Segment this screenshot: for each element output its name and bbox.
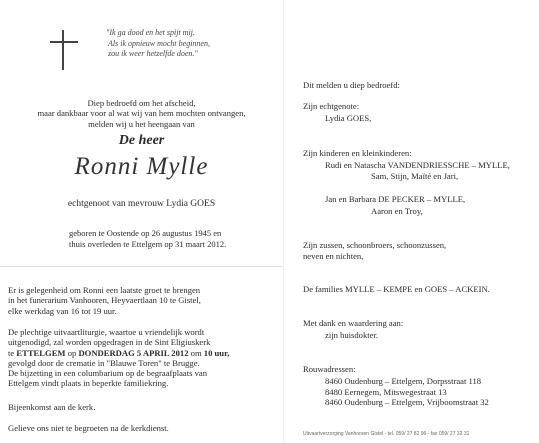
- wife-heading: Zijn echtgenote:: [303, 101, 360, 111]
- quote-line: Als ik opnieuw mocht beginnen,: [108, 38, 210, 48]
- ceremony-line: uitgenodigd, zal worden opgedragen in de Sint Eligiuskerk: [8, 337, 211, 348]
- family-line: Rudi en Natascha VANDENDRIESSCHE – MYLLE,: [325, 160, 510, 170]
- death-line: thuis overleden te Ettelgem op 31 maart 2012.: [69, 238, 227, 249]
- visitation-line: in het funerarium Vanhooren, Heyvaertlaan 10 te Gistel,: [8, 295, 201, 306]
- ceremony-line: gevolgd door de crematie in "Blauwe Toren" te Brugge.: [8, 357, 200, 368]
- quote-line: zou ik weer hetzelfde doen.": [108, 49, 198, 58]
- quote: [106, 28, 210, 60]
- ceremony-place: ETTELGEM: [16, 347, 66, 358]
- visitation-line: Er is gelegenheid om Ronni een laatste groet te brengen: [8, 285, 201, 295]
- announce-line: Dit melden u diep bedroefd:: [303, 80, 400, 90]
- deceased-name: Ronni Mylle: [74, 153, 209, 180]
- no-condolences-text: Gelieve ons niet te begroeten na de kerkdienst.: [8, 423, 169, 433]
- quote-line: "Ik ga dood en het spijt mij.: [106, 28, 195, 37]
- siblings-line: Zijn zussen, schoonbroers, schoonzussen,: [303, 240, 447, 250]
- doctor-line: zijn huisdokter.: [325, 330, 378, 340]
- ceremony-date-line: te ETTELGEM op DONDERDAG 5 APRIL 2012 om 10 uur,: [8, 347, 230, 358]
- addresses-heading: Rouwadressen:: [303, 364, 356, 374]
- wife-name: Lydia GOES,: [325, 113, 372, 123]
- birth-line: geboren te Oostende op 26 augustus 1945 en: [69, 228, 222, 238]
- address-line: 8460 Oudenburg – Ettelgem, Vrijboomstraat 32: [325, 397, 489, 407]
- gathering-text: Bijeenkomst aan de kerk.: [8, 402, 96, 412]
- intro-text: [0, 98, 283, 129]
- ceremony-date: DONDERDAG 5 APRIL 2012: [78, 347, 189, 358]
- addresses-list: [325, 376, 489, 408]
- intro-line: maar dankbaar voor al wat wij van hem mochten ontvangen,: [37, 108, 246, 119]
- siblings-text: [303, 240, 446, 261]
- visitation-text: [8, 285, 201, 316]
- intro-line: Diep bedroefd om het afscheid,: [87, 98, 196, 108]
- divider: [0, 266, 283, 267]
- visitation-line: elke werkdag van 16 tot 19 uur.: [8, 305, 117, 316]
- funeral-home-footer: Uitvaartverzorging Vanhooren Gistel - tel. 059/ 27 82 96 - fax 059/ 27 32 31: [303, 431, 470, 437]
- intro-line: melden wij u het heengaan van: [88, 118, 195, 129]
- address-line: 8480 Eernegem, Mitswegestraat 13: [325, 386, 447, 397]
- families-line: De families MYLLE – KEMPE en GOES – ACKEIN.: [303, 284, 490, 294]
- ceremony-line: De plechtige uitvaartliturgie, waartoe u vriendelijk wordt: [8, 327, 205, 337]
- family-line: Jan en Barbara DE PECKER – MYLLE,: [325, 194, 466, 204]
- grandchildren-line: Aaron en Troy,: [371, 206, 423, 216]
- spouse-line: echtgenoot van mevrouw Lydia GOES: [67, 199, 216, 209]
- ceremony-time: 10 uur,: [203, 347, 230, 358]
- cross-icon: [50, 30, 78, 70]
- dates-block: [69, 228, 226, 249]
- ceremony-line: De bijzetting in een columbarium op de begraafplaats van: [8, 368, 208, 379]
- ceremony-text: [8, 327, 229, 389]
- siblings-line: neven en nichten,: [303, 250, 364, 261]
- fold-line: [283, 0, 284, 443]
- thanks-line: Met dank en waardering aan:: [303, 318, 404, 328]
- ceremony-line: Ettelgem vindt plaats in beperkte familiekring.: [8, 378, 169, 389]
- grandchildren-line: Sam, Stijn, Maïté en Jari,: [371, 171, 459, 181]
- address-line: 8460 Oudenburg – Ettelgem, Dorpsstraat 118: [325, 376, 482, 386]
- children-heading: Zijn kinderen en kleinkinderen:: [303, 148, 412, 158]
- title-prefix: De heer: [118, 133, 165, 148]
